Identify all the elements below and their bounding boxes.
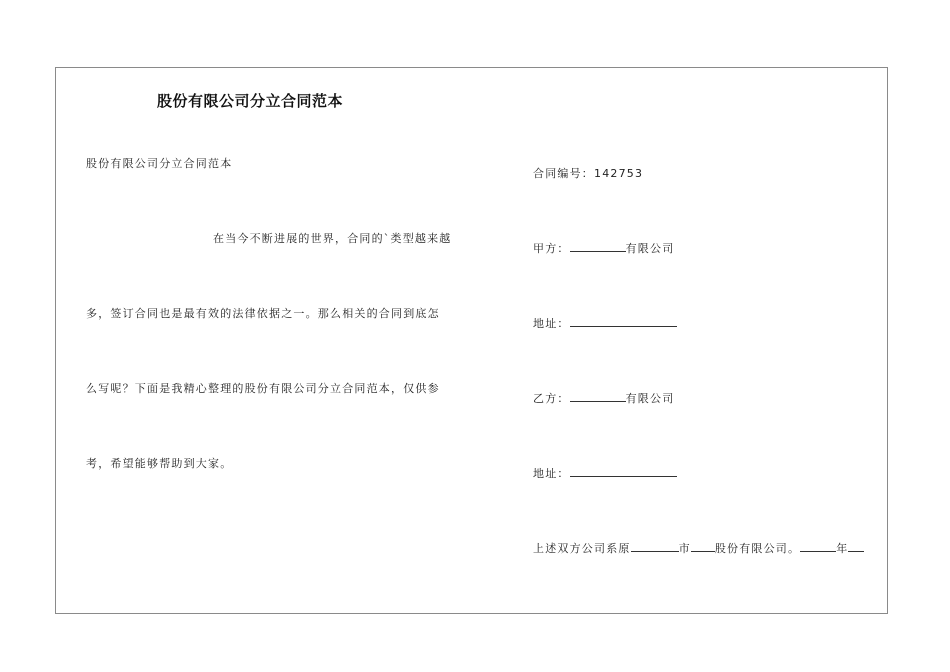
- party-b-suffix: 有限公司: [625, 392, 675, 405]
- contract-number-label: 合同编号：: [533, 167, 594, 180]
- party-a-label: 甲方：: [533, 242, 570, 255]
- contract-number-value: 142753: [594, 167, 644, 180]
- year-blank[interactable]: [800, 540, 836, 552]
- closing-line: [533, 540, 864, 556]
- document-title: 股份有限公司分立合同范本: [157, 92, 344, 110]
- party-b-address-label: 地址：: [533, 467, 570, 480]
- intro-line-4: 考，希望能够帮助到大家。: [86, 457, 233, 470]
- party-a-suffix: 有限公司: [625, 242, 675, 255]
- intro-line-2: 多，签订合同也是最有效的法律依据之一。那么相关的合同到底怎: [86, 307, 440, 320]
- party-b-address-line: [533, 465, 677, 481]
- closing-text-1: 上述双方公司系原: [533, 542, 631, 555]
- intro-line-3: 么写呢？下面是我精心整理的股份有限公司分立合同范本，仅供参: [86, 382, 440, 395]
- original-city-blank[interactable]: [631, 540, 679, 552]
- closing-text-4: 年: [836, 542, 849, 555]
- party-b-blank[interactable]: [570, 390, 626, 402]
- intro-line-1: 在当今不断进展的世界，合同的`类型越来越: [213, 232, 452, 245]
- party-a-address-blank[interactable]: [570, 315, 677, 327]
- document-frame: [55, 67, 888, 614]
- intro-heading: 股份有限公司分立合同范本: [86, 157, 233, 170]
- contract-number-line: [533, 165, 643, 181]
- party-a-address-label: 地址：: [533, 317, 570, 330]
- closing-text-3: 股份有限公司。: [714, 542, 801, 555]
- party-a-address-line: [533, 315, 677, 331]
- month-blank[interactable]: [848, 540, 864, 552]
- closing-text-2: 市: [678, 542, 691, 555]
- party-b-line: [533, 390, 674, 406]
- party-b-address-blank[interactable]: [570, 465, 677, 477]
- party-b-label: 乙方：: [533, 392, 570, 405]
- party-a-blank[interactable]: [570, 240, 626, 252]
- original-company-blank[interactable]: [691, 540, 715, 552]
- party-a-line: [533, 240, 674, 256]
